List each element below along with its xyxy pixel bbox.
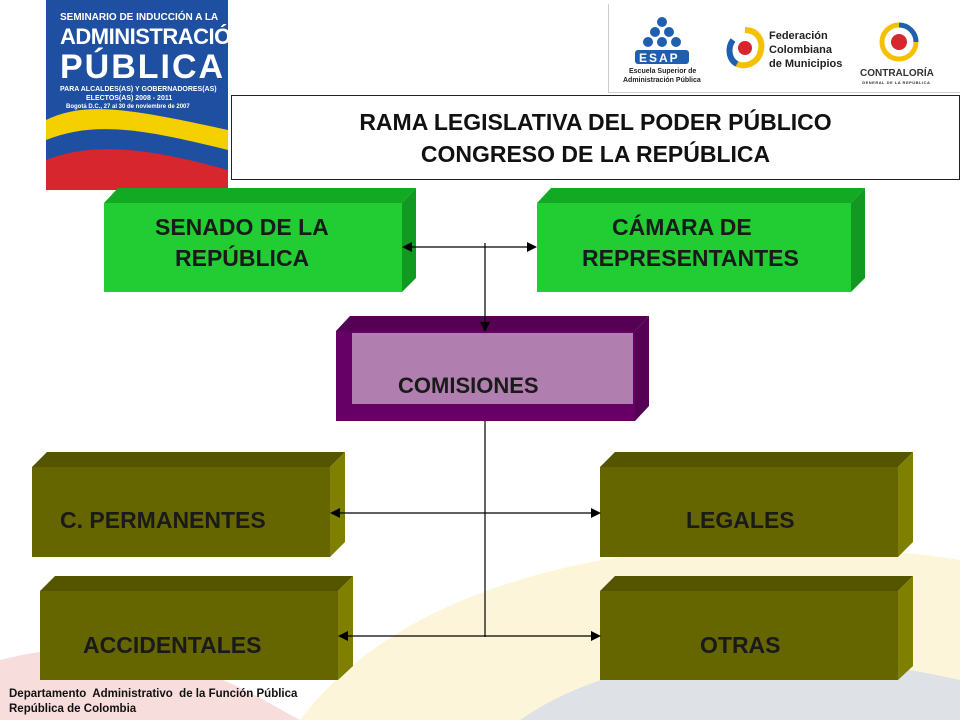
footer-line2: República de Colombia	[9, 703, 137, 715]
seminar-logo-line4: PARA ALCALDES(AS) Y GOBERNADORES(AS)	[60, 86, 217, 93]
contraloria-name: CONTRALORÍA	[860, 68, 934, 79]
title-line2: CONGRESO DE LA REPÚBLICA	[420, 141, 771, 167]
senado-label-line1: SENADO DE LA	[155, 214, 329, 240]
esap-line1: Escuela Superior de	[629, 68, 697, 75]
fcm-line3: de Municipios	[769, 58, 843, 70]
seminar-logo-line5: ELECTOS(AS) 2008 - 2011	[86, 95, 173, 102]
seminar-logo-line1: SEMINARIO DE INDUCCIÓN A LA	[60, 12, 219, 23]
esap-line2: Administración Pública	[623, 77, 701, 84]
esap-name: ESAP	[639, 51, 680, 65]
permanentes-label: C. PERMANENTES	[60, 507, 266, 533]
contraloria-sub: GENERAL DE LA REPÚBLICA	[862, 80, 931, 85]
otras-label: OTRAS	[700, 632, 781, 658]
fcm-line1: Federación	[769, 30, 828, 42]
camara-label-line1: CÁMARA DE	[612, 214, 752, 240]
comisiones-label: COMISIONES	[398, 373, 539, 398]
fcm-line2: Colombiana	[769, 44, 832, 56]
legales-label: LEGALES	[686, 507, 795, 533]
seminar-logo-line2: ADMINISTRACIÓN	[60, 24, 247, 49]
camara-label-line2: REPRESENTANTES	[582, 245, 799, 271]
footer-line1: Departamento Administrativo de la Función Pública	[9, 688, 298, 700]
seminar-logo-line3: PÚBLICA	[60, 48, 226, 86]
senado-label-line2: REPÚBLICA	[175, 245, 310, 271]
seminar-logo-line6: Bogotá D.C., 27 al 30 de noviembre de 2007	[66, 104, 190, 110]
accidentales-label: ACCIDENTALES	[83, 632, 262, 658]
title-line1: RAMA LEGISLATIVA DEL PODER PÚBLICO	[359, 109, 832, 135]
